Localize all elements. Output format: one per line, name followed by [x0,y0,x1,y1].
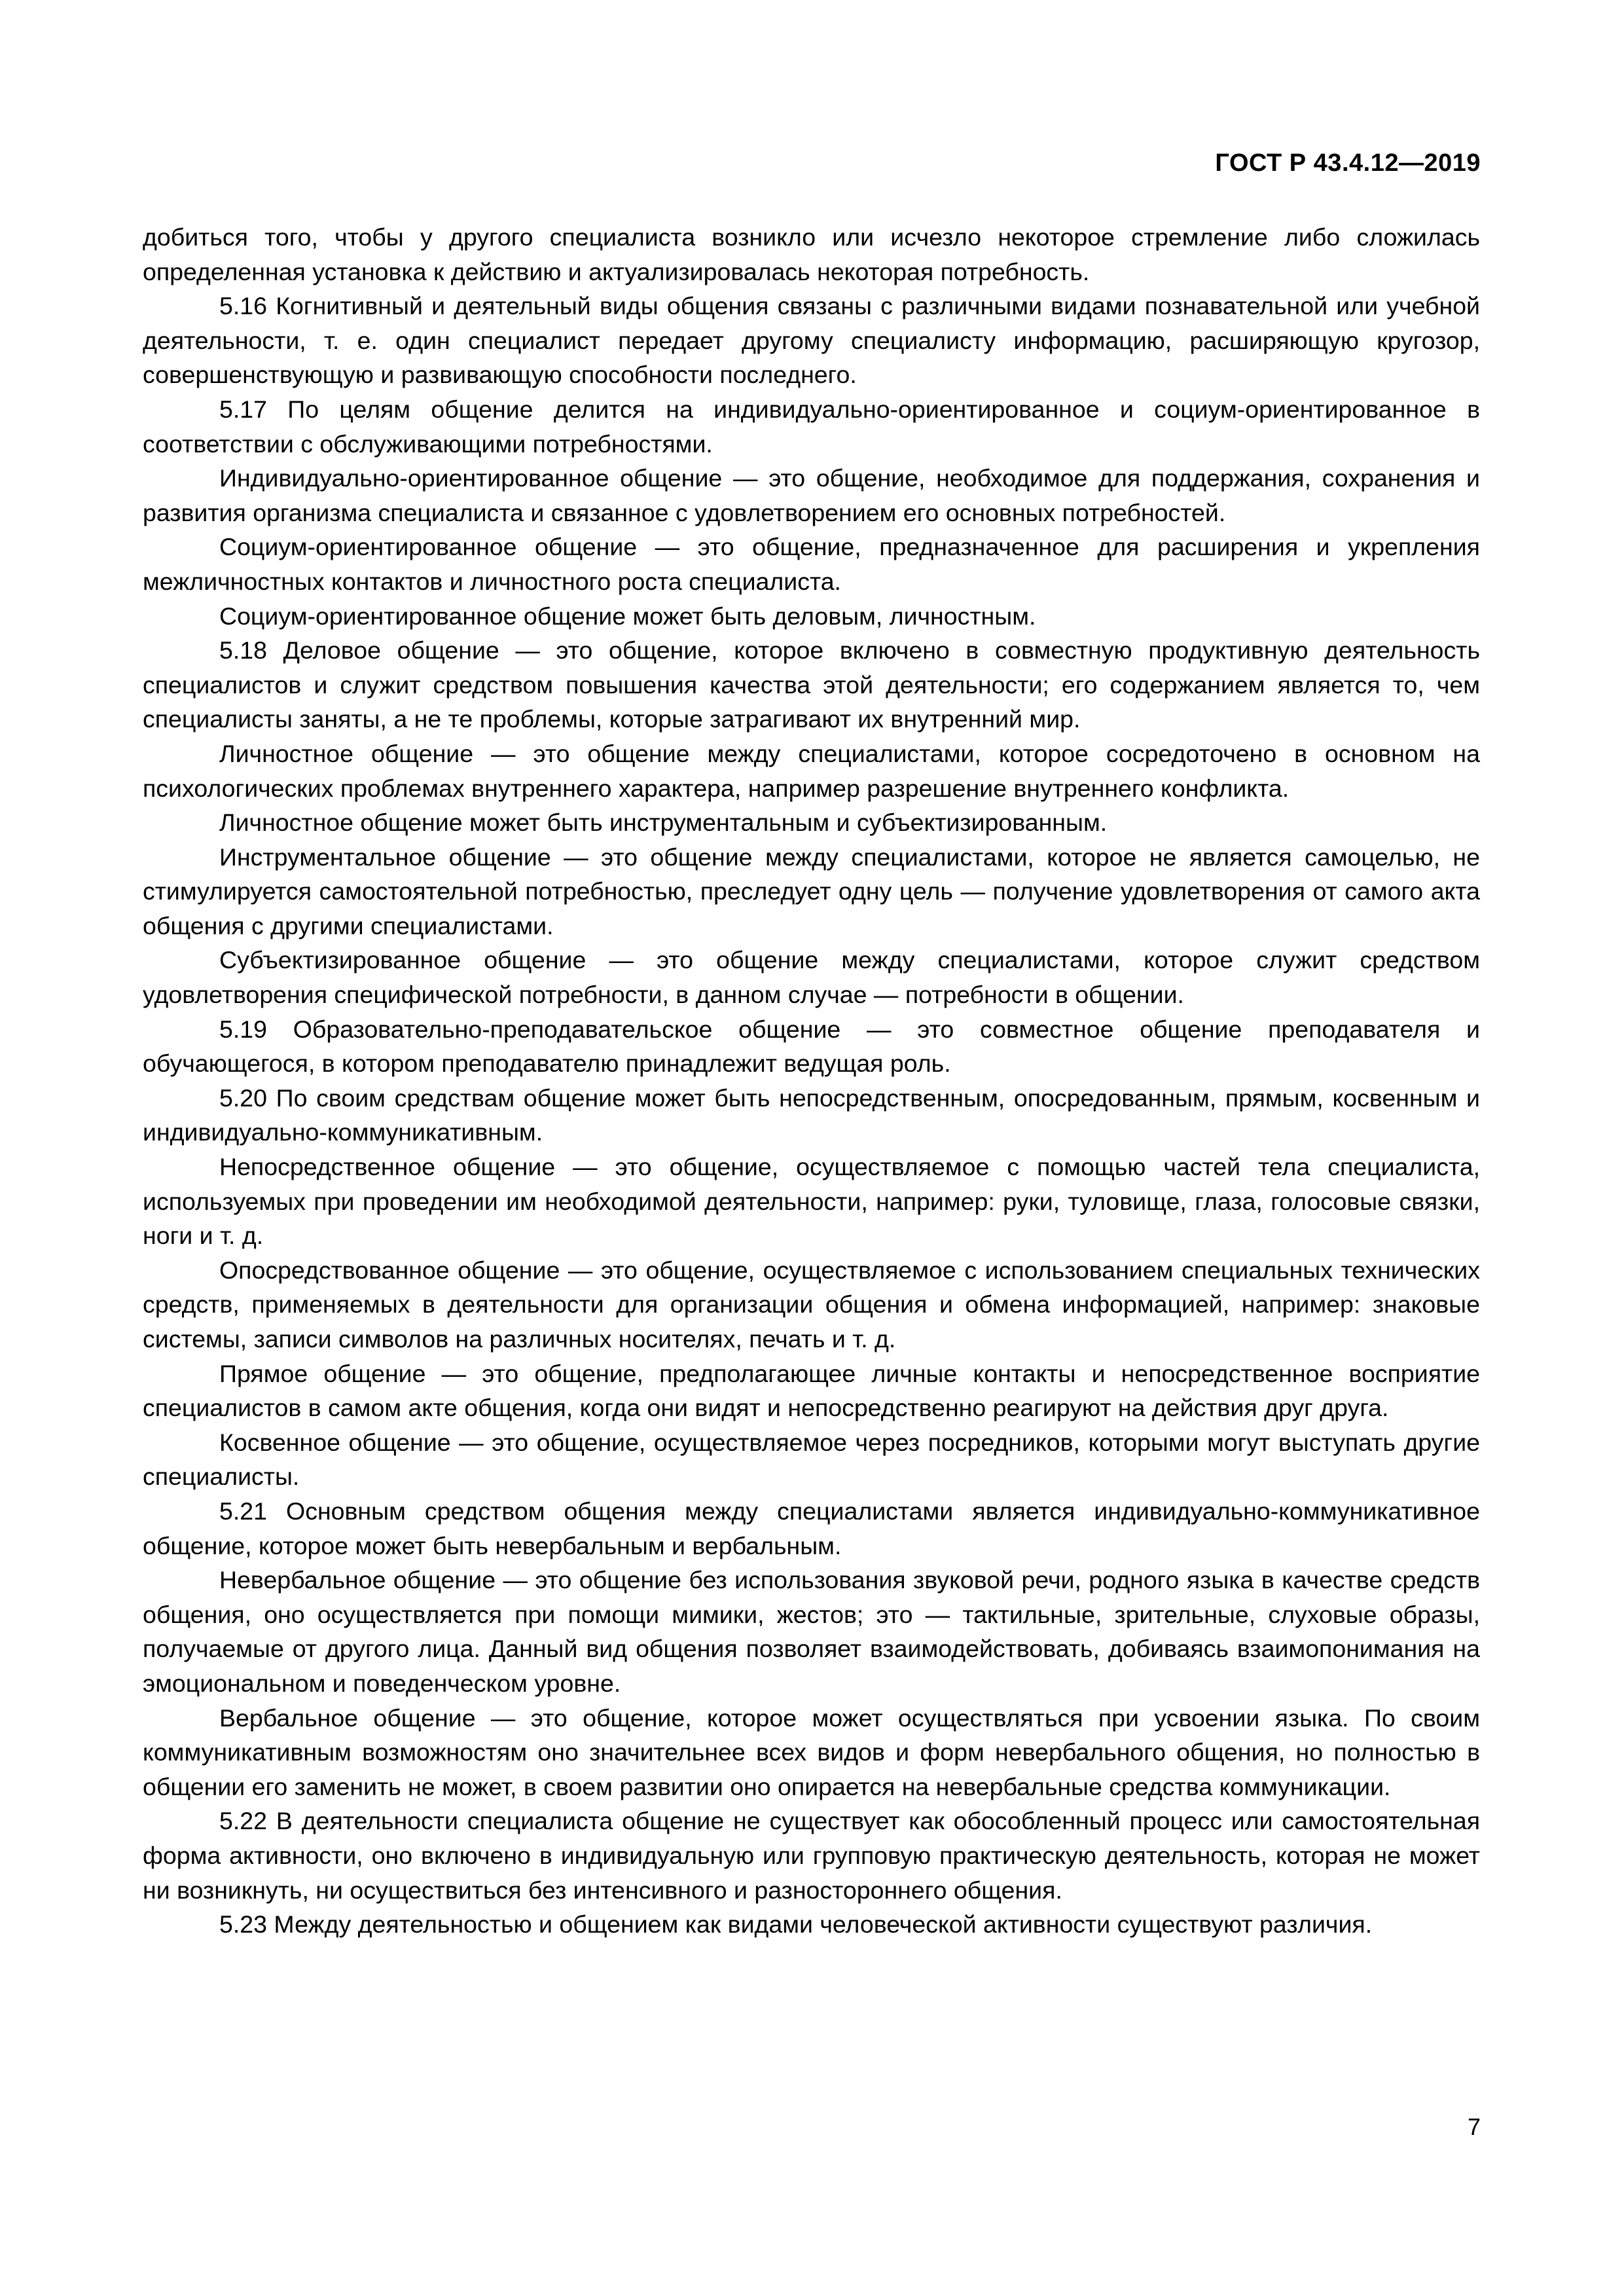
paragraph: Непосредственное общение — это общение, осуществляемое с помощью частей тела специалиста, используемых при проведении им необходимой деятельности, например: руки, туловище, глаза, голосовые связки, ноги и т. д. [143,1153,1480,1250]
paragraph: Личностное общение — это общение между специалистами, которое сосредоточено в основном на психологических проблемах внутреннего характера, например разрешение внутреннего конфликта. [143,739,1480,802]
paragraph: Прямое общение — это общение, предполагающее личные контакты и непосредственное восприятие специалистов в самом акте общения, когда они видят и непосредственно реагируют на действия друг друга. [143,1359,1480,1422]
paragraph: Социум-ориентированное общение — это общение, предназначенное для расширения и укрепления межличностных контактов и личностного роста специалиста. [143,533,1480,595]
paragraph: Личностное общение может быть инструментальным и субъектизированным. [219,809,1108,837]
paragraph-5-23: 5.23 Между деятельностью и общением как видами человеческой активности существуют различия. [219,1910,1373,1939]
page-number: 7 [1467,2113,1481,2140]
paragraph: Косвенное общение — это общение, осуществляемое через посредников, которыми могут выступать другие специалисты. [143,1428,1480,1491]
paragraph-5-19: 5.19 Образовательно-преподавательское общение — это совместное общение преподавателя и обучающегося, в котором преподавателю принадлежит ведущая роль. [143,1015,1480,1078]
paragraph: Вербальное общение — это общение, которое может осуществляться при усвоении языка. По своим коммуникативным возможностям оно значительнее всех видов и форм невербального общения, но полностью в общении его заменить не может, в своем развитии оно опирается на невербальные средства коммуникации. [143,1704,1480,1800]
paragraph-5-17: 5.17 По целям общение делится на индивидуально-ориентированное и социум-ориентированное в соответствии с обслуживающими потребностями. [143,395,1480,458]
document-body [143,220,1480,1942]
paragraph: Субъектизированное общение — это общение между специалистами, которое служит средством удовлетворения специфической потребности, в данном случае — потребности в общении. [143,946,1480,1009]
paragraph-continuation: добиться того, чтобы у другого специалиста возникло или исчезло некоторое стремление либо сложилась определенная установка к действию и актуализировалась некоторая потребность. [143,223,1480,285]
paragraph-5-20: 5.20 По своим средствам общение может быть непосредственным, опосредованным, прямым, косвенным и индивидуально-коммуникативным. [143,1084,1480,1146]
paragraph-5-22: 5.22 В деятельности специалиста общение не существует как обособленный процесс или самостоятельная форма активности, оно включено в индивидуальную или групповую практическую деятельность, которая не может ни возникнуть, ни осуществиться без интенсивного и разностороннего общения. [143,1807,1480,1904]
document-code-header: ГОСТ Р 43.4.12—2019 [1215,149,1481,177]
paragraph: Индивидуально-ориентированное общение — это общение, необходимое для поддержания, сохранения и развития организма специалиста и связанное с удовлетворением его основных потребностей. [143,464,1480,526]
paragraph: Опосредствованное общение — это общение, осуществляемое с использованием специальных технических средств, применяемых в деятельности для организации общения и обмена информацией, например: знаковые системы, записи символов на различных носителях, печать и т. д. [143,1256,1480,1353]
paragraph-5-18: 5.18 Деловое общение — это общение, которое включено в совместную продуктивную деятельность специалистов и служит средством повышения качества этой деятельности; его содержанием является то, чем специалисты заняты, а не те проблемы, которые затрагивают их внутренний мир. [143,636,1480,733]
paragraph: Социум-ориентированное общение может быть деловым, личностным. [219,602,1036,630]
paragraph-5-21: 5.21 Основным средством общения между специалистами является индивидуально-коммуникативное общение, которое может быть невербальным и вербальным. [143,1497,1480,1559]
paragraph: Инструментальное общение — это общение между специалистами, которое не является самоцелью, не стимулируется самостоятельной потребностью, преследует одну цель — получение удовлетворения от самого акта общения с другими специалистами. [143,843,1480,939]
paragraph-5-16: 5.16 Когнитивный и деятельный виды общения связаны с различными видами познавательной или учебной деятельности, т. е. один специалист передает другому специалисту информацию, расширяющую кругозор, совершенствующую и развивающую способности последнего. [143,292,1480,389]
paragraph: Невербальное общение — это общение без использования звуковой речи, родного языка в качестве средств общения, оно осуществляется при помощи мимики, жестов; это — тактильные, зрительные, слуховые образы, получаемые от другого лица. Данный вид общения позволяет взаимодействовать, добиваясь взаимопонимания на эмоциональном и поведенческом уровне. [143,1566,1480,1697]
